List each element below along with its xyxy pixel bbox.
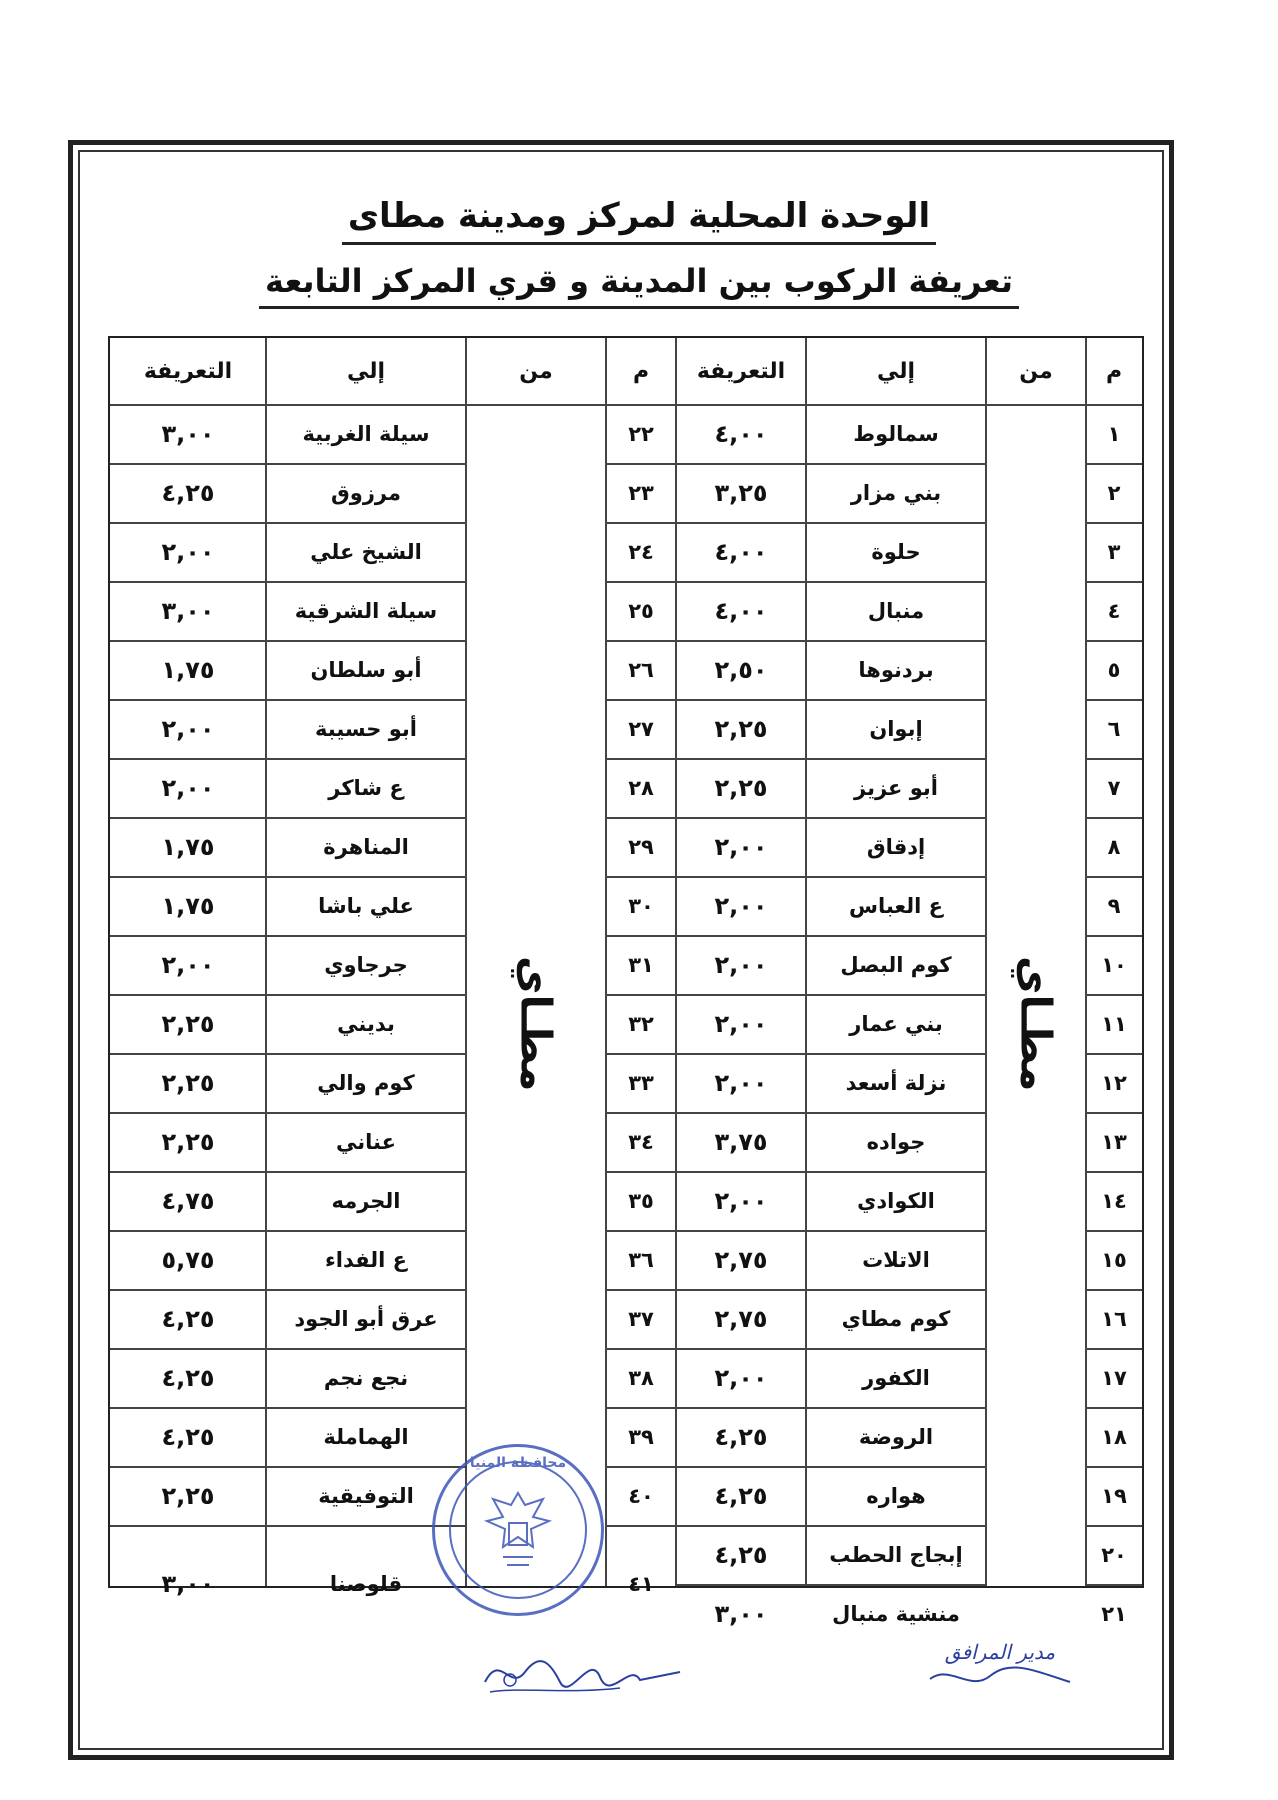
column-divider xyxy=(465,338,467,1586)
signature-right xyxy=(920,1640,1080,1700)
fare-value: ٢,٠٠ xyxy=(714,1363,768,1392)
fare-value: ١,٧٥ xyxy=(161,655,215,684)
destination: إبجاج الحطب xyxy=(829,1542,963,1567)
destination: نزلة أسعد xyxy=(845,1070,947,1095)
row-number: ٣٨ xyxy=(628,1365,654,1390)
row-number: ١٣ xyxy=(1101,1129,1127,1154)
destination: منبال xyxy=(867,598,925,623)
fare-value: ٣,٧٥ xyxy=(714,1127,768,1156)
right-header-from: من xyxy=(1019,358,1053,384)
left-header-to: إلي xyxy=(346,358,386,384)
destination: كوم والي xyxy=(317,1070,415,1095)
fare-value: ٢,٢٥ xyxy=(161,1481,215,1510)
fare-value: ٤,٠٠ xyxy=(714,537,768,566)
row-number: ١٤ xyxy=(1101,1188,1127,1213)
destination: الروضة xyxy=(858,1424,934,1449)
row-number: ٢٥ xyxy=(628,598,654,623)
destination: حلوة xyxy=(871,539,921,564)
row-number: ١٩ xyxy=(1101,1483,1127,1508)
row-number: ٣٥ xyxy=(628,1188,654,1213)
row-number: ٥ xyxy=(1107,657,1121,682)
signature-scribble xyxy=(920,1664,1080,1694)
right-header-no: م xyxy=(1105,358,1123,384)
row-number: ٦ xyxy=(1107,716,1121,741)
fare-value: ٣,٠٠ xyxy=(714,1599,768,1628)
left-header-from: من xyxy=(519,358,553,384)
row-number: ١١ xyxy=(1101,1011,1127,1036)
column-divider xyxy=(1085,338,1087,1586)
destination: منشية منبال xyxy=(832,1601,960,1626)
right-origin-cell: مطـاي xyxy=(1011,955,1061,1092)
destination: الاتلات xyxy=(862,1247,930,1272)
fare-value: ٤,٧٥ xyxy=(161,1186,215,1215)
column-divider xyxy=(605,338,607,1586)
fare-value: ٣,٠٠ xyxy=(161,419,215,448)
column-divider xyxy=(805,338,807,1586)
destination: الهماملة xyxy=(323,1424,409,1449)
fare-value: ٤,٢٥ xyxy=(161,478,215,507)
row-number: ٣٠ xyxy=(628,893,654,918)
row-number: ٢٨ xyxy=(628,775,654,800)
signature-left xyxy=(480,1642,690,1702)
fare-value: ٤,٠٠ xyxy=(714,419,768,448)
destination: أبو حسيبة xyxy=(315,716,417,741)
fare-value: ٤,٢٥ xyxy=(714,1540,768,1569)
destination: إدقاق xyxy=(866,834,926,859)
destination: بديني xyxy=(337,1011,395,1036)
destination: ع شاكر xyxy=(328,775,404,800)
fare-value: ٤,٢٥ xyxy=(714,1481,768,1510)
fare-value: ٢,٢٥ xyxy=(161,1068,215,1097)
destination: الكفور xyxy=(862,1365,930,1390)
row-number: ٢٦ xyxy=(628,657,654,682)
destination: بني عمار xyxy=(849,1011,943,1036)
row-number: ٢١ xyxy=(1101,1601,1127,1626)
destination: الشيخ علي xyxy=(310,539,422,564)
column-divider xyxy=(265,338,267,1586)
column-divider xyxy=(985,338,987,1586)
destination: ع العباس xyxy=(848,893,944,918)
row-number: ٢٩ xyxy=(628,834,654,859)
fare-value: ٢,٧٥ xyxy=(714,1304,768,1333)
destination: المناهرة xyxy=(323,834,409,859)
destination: بردنوها xyxy=(858,657,934,682)
destination: مرزوق xyxy=(331,480,401,505)
row-number: ٣٩ xyxy=(628,1424,654,1449)
fare-value: ٢,٠٠ xyxy=(161,950,215,979)
fare-value: ٢,٠٠ xyxy=(714,950,768,979)
row-number: ١٠ xyxy=(1101,952,1127,977)
destination: جواده xyxy=(866,1129,926,1154)
destination: نجع نجم xyxy=(323,1365,409,1390)
fare-value: ٢,٢٥ xyxy=(161,1127,215,1156)
row-number: ٣٦ xyxy=(628,1247,654,1272)
fare-value: ١,٧٥ xyxy=(161,832,215,861)
row-number: ٧ xyxy=(1107,775,1121,800)
row-number: ٤٠ xyxy=(628,1483,654,1508)
fare-value: ١,٧٥ xyxy=(161,891,215,920)
fare-value: ٢,٠٠ xyxy=(714,832,768,861)
official-stamp xyxy=(432,1444,604,1616)
row-number: ١٧ xyxy=(1101,1365,1127,1390)
destination: التوفيقية xyxy=(318,1483,414,1508)
destination: ع الفداء xyxy=(325,1247,407,1272)
destination: سيلة الغربية xyxy=(302,421,430,446)
destination: أبو عزيز xyxy=(854,775,938,800)
destination: جرجاوي xyxy=(324,952,408,977)
fare-value: ٤,٢٥ xyxy=(714,1422,768,1451)
destination: علي باشا xyxy=(318,893,414,918)
row-number: ٣٢ xyxy=(628,1011,654,1036)
row-number: ٢٣ xyxy=(628,480,654,505)
row-number: ١٨ xyxy=(1101,1424,1127,1449)
right-header-to: إلي xyxy=(876,358,916,384)
row-number: ٣٣ xyxy=(628,1070,654,1095)
row-number: ٢ xyxy=(1107,480,1121,505)
stamp-text: محافظة المنيا xyxy=(469,1455,567,1471)
fare-value: ٢,٥٠ xyxy=(714,655,768,684)
row-number: ٣ xyxy=(1107,539,1121,564)
fare-value: ٤,٢٥ xyxy=(161,1304,215,1333)
row-number: ١٦ xyxy=(1101,1306,1127,1331)
fare-value: ٣,٠٠ xyxy=(161,1570,215,1598)
destination: هواره xyxy=(866,1483,926,1508)
row-number: ٤ xyxy=(1107,598,1121,623)
row-number: ٢٧ xyxy=(628,716,654,741)
fare-value: ٢,٢٥ xyxy=(714,714,768,743)
fare-value: ٢,٠٠ xyxy=(161,714,215,743)
destination: كوم مطاي xyxy=(841,1306,951,1331)
row-number: ٩ xyxy=(1107,893,1121,918)
fare-value: ٢,٠٠ xyxy=(161,773,215,802)
destination: الجرمه xyxy=(331,1188,401,1213)
destination: أبو سلطان xyxy=(310,657,422,682)
destination: سمالوط xyxy=(853,421,939,446)
row-number: ٣٧ xyxy=(628,1306,654,1331)
fare-value: ٣,٠٠ xyxy=(161,596,215,625)
left-header-no: م xyxy=(632,358,650,384)
row-number: ١ xyxy=(1107,421,1121,446)
destination: بني مزار xyxy=(850,480,942,505)
fare-value: ٢,٢٥ xyxy=(714,773,768,802)
fare-value: ٤,٠٠ xyxy=(714,596,768,625)
row-number: ٢٤ xyxy=(628,539,654,564)
row-number: ١٥ xyxy=(1101,1247,1127,1272)
destination: كوم البصل xyxy=(840,952,952,977)
left-origin-cell: مطـاي xyxy=(511,955,561,1092)
row-number: ٢٢ xyxy=(628,421,654,446)
row-number: ٣٤ xyxy=(628,1129,654,1154)
right-header-fare: التعريفة xyxy=(696,358,786,384)
fare-value: ٢,٠٠ xyxy=(714,1009,768,1038)
destination: قلوصنا xyxy=(329,1572,403,1596)
fare-value: ٢,٠٠ xyxy=(714,1068,768,1097)
document-subtitle: تعريفة الركوب بين المدينة و قري المركز التابعة xyxy=(0,262,1278,300)
destination: عرق أبو الجود xyxy=(294,1306,438,1331)
fare-value: ٢,٠٠ xyxy=(714,1186,768,1215)
fare-value: ٢,٢٥ xyxy=(161,1009,215,1038)
fare-value: ٤,٢٥ xyxy=(161,1363,215,1392)
fare-value: ٢,٧٥ xyxy=(714,1245,768,1274)
fare-value: ٢,٠٠ xyxy=(161,537,215,566)
fare-value: ٢,٠٠ xyxy=(714,891,768,920)
row-number: ٨ xyxy=(1107,834,1121,859)
row-number: ٣١ xyxy=(628,952,654,977)
fare-value: ٥,٧٥ xyxy=(161,1245,215,1274)
row-number: ١٢ xyxy=(1101,1070,1127,1095)
left-header-fare: التعريفة xyxy=(143,358,233,384)
signature-note: مدير المرافق xyxy=(944,1640,1056,1664)
document-title: الوحدة المحلية لمركز ومدينة مطاى xyxy=(0,196,1278,236)
fare-value: ٣,٢٥ xyxy=(714,478,768,507)
row-number: ٢٠ xyxy=(1101,1542,1127,1567)
column-divider xyxy=(675,338,677,1586)
destination: إبوان xyxy=(869,716,923,741)
destination: عناني xyxy=(336,1129,396,1154)
destination: سيلة الشرقية xyxy=(294,598,438,623)
fare-value: ٤,٢٥ xyxy=(161,1422,215,1451)
destination: الكوادي xyxy=(857,1188,935,1213)
row-number: ٤١ xyxy=(628,1572,654,1596)
fare-table xyxy=(108,336,1144,1628)
